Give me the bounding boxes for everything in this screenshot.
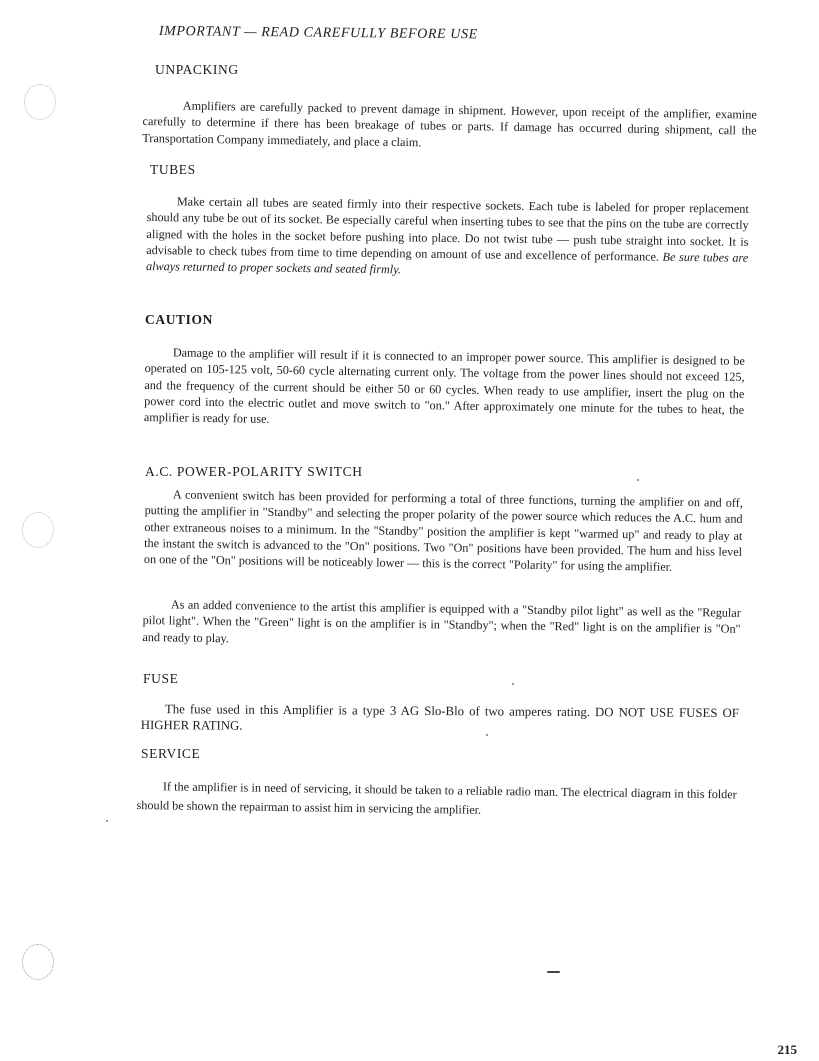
heading-polarity-switch: A.C. POWER-POLARITY SWITCH (145, 464, 363, 479)
paragraph-fuse: The fuse used in this Amplifier is a type 3 AG Slo-Blo of two amperes rating. DO NOT USE FUSES OF HIGHER RATING. (140, 702, 739, 734)
paragraph-unpacking: Amplifiers are carefully packed to prevent damage in shipment. However, upon receipt of the amplifier, examine carefully to determine if there has been breakage of tubes or parts. If damage has occurred during shipment, call the Transportation Company immediately, and place a claim. (142, 98, 757, 149)
binder-hole-middle (22, 512, 54, 548)
scan-speck (486, 734, 488, 736)
page-title: IMPORTANT — READ CAREFULLY BEFORE USE (158, 24, 478, 43)
paragraph-polarity-1: A convenient switch has been provided for performing a total of three functions, turning the amplifier on and off, putting the amplifier in "Standby" and selecting the proper polarity of the power source which reduces the A.C. hum and other extraneous noises to a minimum. In the "Standby" position the amplifier is kept "warmed up" and ready to play at the instant the switch is advanced to the "On" positions. Two "On" positions have been provided. The hum and hiss level on one of the "On" positions will be noticeably lower — this is the correct "Polarity" for using the amplifier. (143, 487, 743, 575)
paragraph-caution: Damage to the amplifier will result if it is connected to an improper power source. This amplifier is designed to be operated on 105-125 volt, 50-60 cycle alternating current only. The voltage from the power lines should not exceed 125, and the frequency of the current should be either 50 or 60 cycles. When ready to use amplifier, insert the plug on the power cord into the electric outlet and move switch to "on." After approximately one minute for the tubes to heat, the amplifier is ready for use. (143, 345, 745, 427)
paragraph-tubes (146, 193, 749, 282)
scan-speck (547, 971, 560, 973)
heading-unpacking: UNPACKING (155, 62, 239, 77)
page-number: 215 (777, 1042, 797, 1057)
paragraph-tubes-emphasis: Be sure tubes are always returned to proper sockets and seated firmly. (145, 249, 749, 277)
paragraph-tubes-text: Make certain all tubes are seated firmly into their respective sockets. Each tube is labeled for proper replacement should any tube be out of its socket. Be especially careful when inserting tubes to see that the pins on the tube are correctly aligned with the holes in the socket before pushing into place. Do not twist tube — push tube straight into socket. It is advisable to check tubes from time to time depending on amount of use and excellence of performance. (146, 194, 749, 264)
heading-caution: CAUTION (145, 312, 213, 327)
binder-hole-top (24, 84, 56, 120)
heading-tubes: TUBES (150, 162, 196, 177)
scan-speck (512, 683, 514, 685)
binder-hole-bottom (22, 944, 54, 980)
heading-service: SERVICE (141, 746, 201, 761)
scan-speck (106, 820, 108, 822)
heading-fuse: FUSE (143, 671, 179, 686)
scan-speck (637, 479, 639, 481)
paragraph-service: If the amplifier is in need of servicing, it should be taken to a reliable radio man. The electrical diagram in this folder should be shown the repairman to assist him in servicing the amplifier. (136, 779, 737, 817)
paragraph-polarity-2: As an added convenience to the artist this amplifier is equipped with a "Standby pilot light" as well as the "Regular pilot light". When the "Green" light is on the amplifier is in "Standby"; when the "Red" light is on the amplifier is "On" and ready to play. (142, 597, 741, 645)
